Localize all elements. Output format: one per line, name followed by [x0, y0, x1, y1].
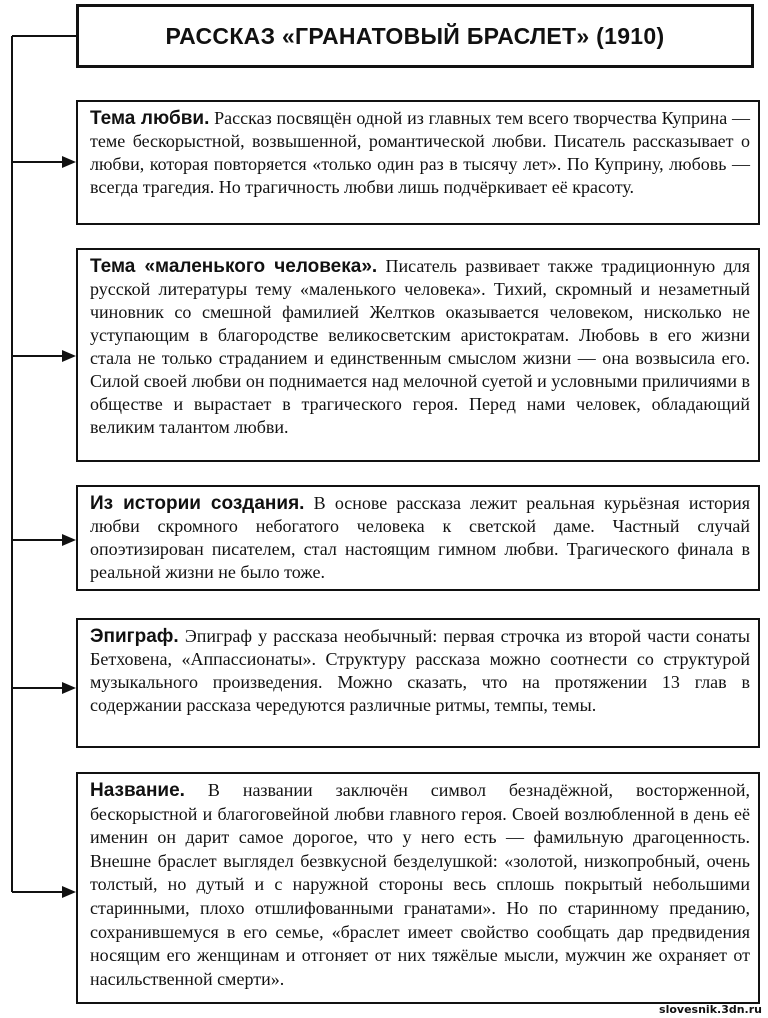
section-heading: Название. — [90, 780, 185, 801]
section-text: В названии заключён символ безнадёжной, восторженной, бескорыстной и благоговейной любви главного героя. Своей возлюбленной в день её именин он дарит самое дорогое, что у него есть — фамильную драгоценность. Внешне браслет выглядел безвкусной безделушкой: «золотой, низкопробный, очень толстый, но дутый и с наружной стороны весь сплошь покрытый небольшими старинными, плохо отшлифованными гранатами». Но по старинному преданию, сохранившемуся в его семье, «браслет имеет свойство сообщать дар предвидения носящим его женщинам и отгоняет от них тяжёлые мысли, мужчин же охраняет от насильственной смерти». — [90, 780, 751, 989]
page-title: РАССКАЗ «ГРАНАТОВЫЙ БРАСЛЕТ» (1910) — [76, 4, 754, 68]
section-creation-history — [76, 485, 760, 591]
section-text: Эпиграф у рассказа необычный: первая строчка из второй части сонаты Бетховена, «Аппассионаты». Структуру рассказа можно соотнести со структурой музыкального произведения. Можно сказать, что на протяжении 13 глав в содержании рассказа чередуются различные ритмы, темпы, темы. — [90, 626, 751, 715]
arrow-head-epigraph — [62, 682, 76, 694]
section-title-meaning — [76, 772, 760, 1004]
section-heading: Тема любви. — [90, 108, 210, 129]
section-heading: Эпиграф. — [90, 626, 179, 647]
section-love-theme — [76, 100, 760, 225]
section-little-man-theme — [76, 248, 760, 462]
section-heading: Из истории создания. — [90, 493, 305, 514]
section-text: Рассказ посвящён одной из главных тем всего творчества Куприна — теме бескорыстной, возвышенной, романтической любви. Писатель рассказывает о любви, которая повторяется «только один раз в тысячу лет». По Куприну, любовь — всегда трагедия. Но трагичность любви лишь подчёркивает её красоту. — [90, 108, 751, 197]
arrow-head-history — [62, 534, 76, 546]
section-heading: Тема «маленького человека». — [90, 256, 378, 277]
arrow-head-love — [62, 156, 76, 168]
arrow-head-little-man — [62, 350, 76, 362]
watermark: slovesnik.3dn.ru — [659, 1003, 762, 1016]
section-epigraph — [76, 618, 760, 748]
arrow-head-title-meaning — [62, 886, 76, 898]
section-text: Писатель развивает также традиционную для русской литературы тему «маленького человека». Тихий, скромный и незаметный чиновник со смешной фамилией Желтков оказывается человеком, нисколько не уступающим в благородстве великосветским аристократам. Любовь в его жизни стала не только страданием и единственным смыслом жизни — она возвысила его. Силой своей любви он поднимается над мелочной суетой и условными приличиями в обществе и вырастает в трагического героя. Перед нами человек, обладающий великим талантом любви. — [90, 256, 750, 437]
section-text: В основе рассказа лежит реальная курьёзная история любви скромного небогатого человека к светской даме. Частный случай опоэтизирован писателем, стал настоящим гимном любви. Трагического финала в реальной жизни не было тоже. — [90, 493, 750, 582]
